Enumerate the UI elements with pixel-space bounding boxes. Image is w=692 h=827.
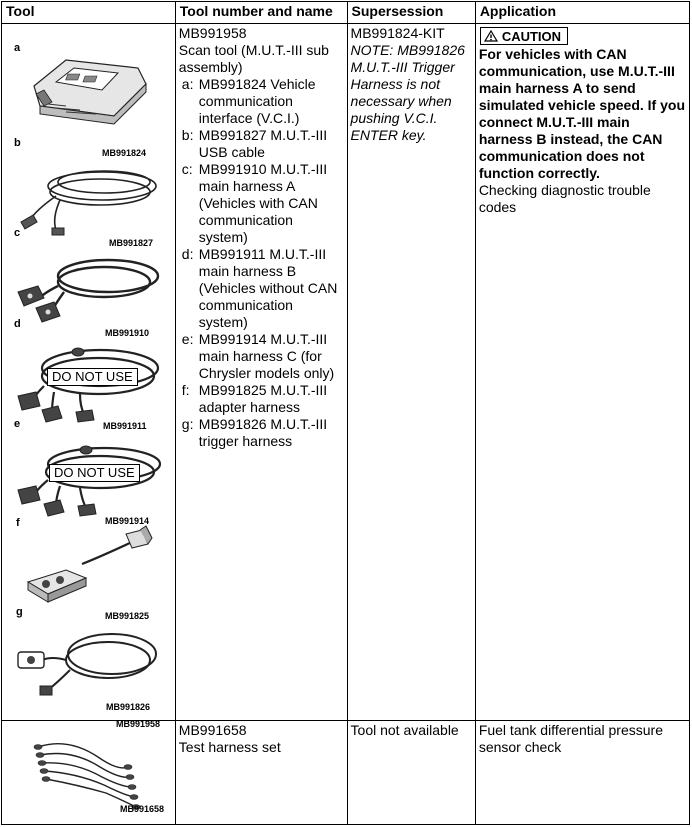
tool-letter: g [16, 606, 23, 618]
supersession-value: Tool not available [350, 722, 459, 738]
header-application: Application [475, 2, 689, 24]
header-supersession: Supersession [347, 2, 475, 24]
tool-letter: a [14, 42, 21, 54]
tool-code: MB991911 [103, 421, 147, 431]
supersession-value: MB991824-KIT [350, 25, 445, 41]
tool-code: MB991825 [105, 611, 150, 621]
list-item: e: MB991914 M.U.T.-III main harness C (for Chrysler models only) [181, 331, 335, 381]
header-tool: Tool [2, 2, 176, 24]
trigger-harness-icon [12, 620, 164, 704]
tool-name: Scan tool (M.U.T.-III sub assembly) [178, 42, 329, 75]
tool-code: MB991826 [106, 702, 151, 712]
tool-number: MB991958 [178, 25, 247, 41]
header-tool-number: Tool number and name [175, 2, 347, 24]
list-item: d: MB991911 M.U.T.-III main harness B (Vehicles without CAN communication system) [181, 246, 338, 330]
kit-code: MB991958 [116, 719, 161, 729]
list-item: a: MB991824 Vehicle communication interface (V.C.I.) [181, 76, 316, 126]
tool-code: MB991914 [105, 516, 150, 526]
tool-letter: d [14, 318, 21, 330]
tool-code: MB991910 [105, 328, 150, 338]
caution-label [480, 27, 568, 45]
tool-number-cell [175, 721, 347, 825]
list-item: c: MB991910 M.U.T.-III main harness A (Vehicles with CAN communication system) [181, 161, 328, 245]
list-item: b: MB991827 M.U.T.-III USB cable [181, 127, 328, 160]
tool-letter: f [16, 517, 20, 529]
list-item: f: MB991825 M.U.T.-III adapter harness [181, 382, 328, 415]
tool-number: MB991658 [178, 722, 247, 738]
adapter-harness-icon [22, 520, 162, 610]
tool-code: MB991827 [109, 238, 154, 248]
do-not-use-stamp: DO NOT USE [49, 464, 140, 482]
application-text: Checking diagnostic trouble codes [478, 182, 651, 215]
vci-unit-icon [26, 46, 156, 126]
list-item: g: MB991826 M.U.T.-III trigger harness [181, 416, 328, 449]
application-text: Fuel tank differential pressure sensor check [478, 722, 663, 755]
do-not-use-stamp: DO NOT USE [47, 368, 138, 386]
tool-number-cell [175, 24, 347, 721]
usb-cable-icon [16, 156, 162, 238]
tool-illustrations-cell [2, 721, 176, 825]
tool-code: MB991658 [120, 804, 165, 814]
tool-letter: b [14, 137, 21, 149]
tool-illustrations-cell [2, 24, 176, 729]
warning-triangle-icon [484, 30, 498, 42]
table-row [2, 721, 690, 825]
caution-text-label: CAUTION [501, 28, 562, 44]
tool-letter: e [14, 418, 21, 430]
tool-name: Test harness set [178, 739, 281, 755]
tool-letter: c [14, 227, 21, 239]
table-row [2, 24, 690, 721]
tool-code: MB991824 [102, 148, 147, 158]
special-tools-table [1, 1, 690, 825]
application-cell [475, 24, 689, 721]
harness-a-icon [14, 242, 164, 328]
supersession-cell [347, 721, 475, 825]
header-row [2, 2, 690, 24]
application-cell [475, 721, 689, 825]
supersession-cell [347, 24, 475, 721]
caution-text: For vehicles with CAN communication, use M.U.T.-III main harness A to send simulated vehicle speed. If you connect M.U.T.-III main harness B instead, the CAN communication does not function correctly. [478, 46, 685, 181]
supersession-note: NOTE: MB991826 M.U.T.-III Trigger Harness is not necessary when pushing V.C.I. ENTER key. [350, 42, 465, 143]
